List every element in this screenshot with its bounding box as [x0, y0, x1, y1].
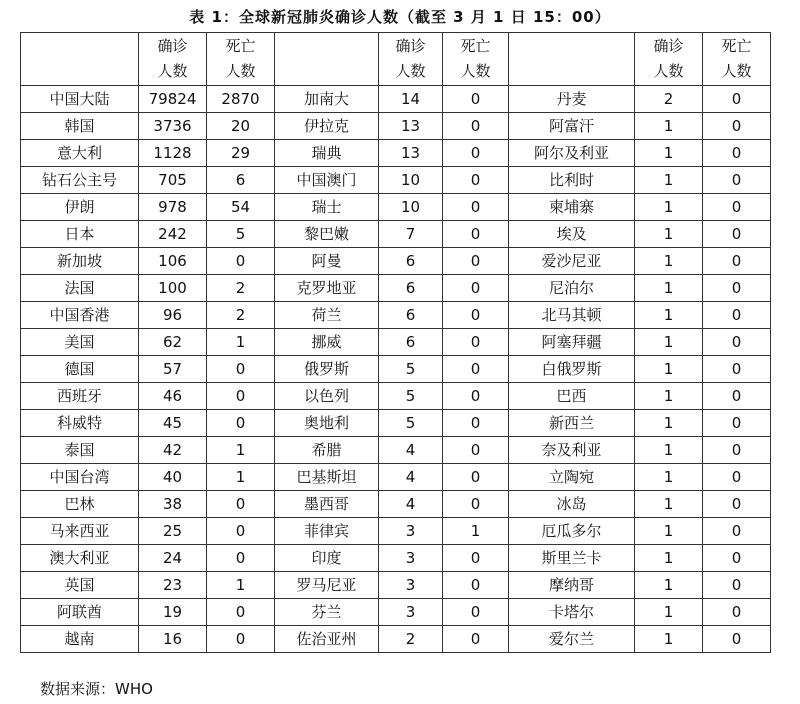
country-cell: 印度 — [275, 545, 379, 572]
country-cell: 越南 — [21, 626, 139, 653]
country-cell: 中国大陆 — [21, 86, 139, 113]
country-cell: 卡塔尔 — [509, 599, 635, 626]
header-confirmed: 确诊 人数 — [139, 33, 207, 86]
country-cell: 挪威 — [275, 329, 379, 356]
table-row — [21, 329, 771, 356]
confirmed-cell: 1128 — [139, 140, 207, 167]
confirmed-cell: 5 — [379, 410, 443, 437]
country-cell: 阿富汗 — [509, 113, 635, 140]
confirmed-cell: 1 — [635, 194, 703, 221]
deaths-cell: 0 — [703, 329, 771, 356]
country-cell: 比利时 — [509, 167, 635, 194]
confirmed-cell: 6 — [379, 275, 443, 302]
deaths-cell: 0 — [703, 626, 771, 653]
country-cell: 斯里兰卡 — [509, 545, 635, 572]
table-row — [21, 86, 771, 113]
table-row — [21, 410, 771, 437]
country-cell: 韩国 — [21, 113, 139, 140]
confirmed-cell: 1 — [635, 437, 703, 464]
country-cell: 泰国 — [21, 437, 139, 464]
deaths-cell: 0 — [443, 572, 509, 599]
deaths-cell: 0 — [207, 599, 275, 626]
country-cell: 科威特 — [21, 410, 139, 437]
confirmed-cell: 1 — [635, 275, 703, 302]
confirmed-cell: 1 — [635, 221, 703, 248]
deaths-cell: 1 — [207, 329, 275, 356]
confirmed-cell: 62 — [139, 329, 207, 356]
deaths-cell: 0 — [443, 410, 509, 437]
confirmed-cell: 2 — [379, 626, 443, 653]
country-cell: 菲律宾 — [275, 518, 379, 545]
country-cell: 瑞士 — [275, 194, 379, 221]
table-row — [21, 464, 771, 491]
table-row — [21, 248, 771, 275]
confirmed-cell: 3 — [379, 545, 443, 572]
deaths-cell: 0 — [703, 437, 771, 464]
confirmed-cell: 25 — [139, 518, 207, 545]
country-cell: 意大利 — [21, 140, 139, 167]
table-row — [21, 356, 771, 383]
country-cell: 巴林 — [21, 491, 139, 518]
country-cell: 巴基斯坦 — [275, 464, 379, 491]
country-cell: 立陶宛 — [509, 464, 635, 491]
table-row — [21, 221, 771, 248]
deaths-cell: 1 — [207, 572, 275, 599]
country-cell: 黎巴嫩 — [275, 221, 379, 248]
deaths-cell: 5 — [207, 221, 275, 248]
table-row — [21, 518, 771, 545]
deaths-cell: 0 — [443, 437, 509, 464]
country-cell: 伊拉克 — [275, 113, 379, 140]
deaths-cell: 0 — [703, 410, 771, 437]
table-body — [21, 33, 771, 653]
table-title: 表 1：全球新冠肺炎确诊人数（截至 3 月 1 日 15：00） — [189, 8, 611, 26]
country-cell: 澳大利亚 — [21, 545, 139, 572]
table-row — [21, 275, 771, 302]
deaths-cell: 0 — [703, 572, 771, 599]
country-cell: 荷兰 — [275, 302, 379, 329]
deaths-cell: 29 — [207, 140, 275, 167]
deaths-cell: 0 — [207, 626, 275, 653]
deaths-cell: 0 — [443, 545, 509, 572]
country-cell: 马来西亚 — [21, 518, 139, 545]
country-cell: 钻石公主号 — [21, 167, 139, 194]
country-cell: 西班牙 — [21, 383, 139, 410]
deaths-cell: 0 — [443, 275, 509, 302]
country-cell: 希腊 — [275, 437, 379, 464]
header-deaths: 死亡 人数 — [207, 33, 275, 86]
deaths-cell: 0 — [703, 545, 771, 572]
country-cell: 法国 — [21, 275, 139, 302]
country-cell: 德国 — [21, 356, 139, 383]
confirmed-cell: 13 — [379, 140, 443, 167]
deaths-cell: 0 — [207, 545, 275, 572]
deaths-cell: 0 — [443, 140, 509, 167]
country-cell: 埃及 — [509, 221, 635, 248]
confirmed-cell: 4 — [379, 491, 443, 518]
deaths-cell: 6 — [207, 167, 275, 194]
country-cell: 阿曼 — [275, 248, 379, 275]
deaths-cell: 0 — [443, 329, 509, 356]
country-cell: 克罗地亚 — [275, 275, 379, 302]
country-cell: 奈及利亚 — [509, 437, 635, 464]
deaths-cell: 0 — [443, 86, 509, 113]
deaths-cell: 0 — [703, 275, 771, 302]
confirmed-cell: 7 — [379, 221, 443, 248]
deaths-cell: 0 — [703, 167, 771, 194]
confirmed-cell: 1 — [635, 113, 703, 140]
deaths-cell: 20 — [207, 113, 275, 140]
deaths-cell: 0 — [443, 626, 509, 653]
confirmed-cell: 1 — [635, 518, 703, 545]
country-cell: 墨西哥 — [275, 491, 379, 518]
country-cell: 以色列 — [275, 383, 379, 410]
country-cell: 巴西 — [509, 383, 635, 410]
country-cell: 俄罗斯 — [275, 356, 379, 383]
confirmed-cell: 5 — [379, 383, 443, 410]
country-cell: 丹麦 — [509, 86, 635, 113]
deaths-cell: 0 — [443, 248, 509, 275]
header-deaths: 死亡 人数 — [703, 33, 771, 86]
deaths-cell: 0 — [703, 302, 771, 329]
deaths-cell: 0 — [207, 248, 275, 275]
confirmed-cell: 1 — [635, 302, 703, 329]
deaths-cell: 0 — [703, 464, 771, 491]
data-source-note: 数据来源：WHO — [40, 680, 153, 698]
deaths-cell: 0 — [703, 86, 771, 113]
deaths-cell: 0 — [443, 599, 509, 626]
deaths-cell: 0 — [207, 518, 275, 545]
country-cell: 摩纳哥 — [509, 572, 635, 599]
deaths-cell: 0 — [703, 356, 771, 383]
country-cell: 阿塞拜疆 — [509, 329, 635, 356]
confirmed-cell: 3 — [379, 599, 443, 626]
table-row — [21, 167, 771, 194]
deaths-cell: 1 — [207, 464, 275, 491]
confirmed-cell: 3 — [379, 572, 443, 599]
table-row — [21, 302, 771, 329]
confirmed-cell: 10 — [379, 167, 443, 194]
country-cell: 奥地利 — [275, 410, 379, 437]
confirmed-cell: 23 — [139, 572, 207, 599]
table-row — [21, 113, 771, 140]
deaths-cell: 0 — [703, 140, 771, 167]
deaths-cell: 0 — [703, 221, 771, 248]
deaths-cell: 0 — [703, 194, 771, 221]
deaths-cell: 0 — [443, 221, 509, 248]
deaths-cell: 54 — [207, 194, 275, 221]
confirmed-cell: 4 — [379, 437, 443, 464]
country-cell: 罗马尼亚 — [275, 572, 379, 599]
confirmed-cell: 242 — [139, 221, 207, 248]
header-blank-cell — [275, 33, 379, 86]
confirmed-cell: 14 — [379, 86, 443, 113]
header-blank-cell — [21, 33, 139, 86]
deaths-cell: 0 — [443, 491, 509, 518]
confirmed-cell: 1 — [635, 572, 703, 599]
confirmed-cell: 1 — [635, 140, 703, 167]
confirmed-cell: 100 — [139, 275, 207, 302]
confirmed-cell: 38 — [139, 491, 207, 518]
confirmed-cell: 1 — [635, 356, 703, 383]
country-cell: 阿尔及利亚 — [509, 140, 635, 167]
deaths-cell: 0 — [703, 113, 771, 140]
deaths-cell: 0 — [443, 302, 509, 329]
confirmed-cell: 45 — [139, 410, 207, 437]
country-cell: 中国台湾 — [21, 464, 139, 491]
confirmed-cell: 79824 — [139, 86, 207, 113]
table-row — [21, 599, 771, 626]
deaths-cell: 0 — [207, 356, 275, 383]
country-cell: 新加坡 — [21, 248, 139, 275]
deaths-cell: 0 — [443, 113, 509, 140]
country-cell: 阿联酋 — [21, 599, 139, 626]
confirmed-cell: 19 — [139, 599, 207, 626]
table-row — [21, 140, 771, 167]
table-row — [21, 491, 771, 518]
confirmed-cell: 3 — [379, 518, 443, 545]
country-cell: 瑞典 — [275, 140, 379, 167]
confirmed-cell: 705 — [139, 167, 207, 194]
country-cell: 佐治亚州 — [275, 626, 379, 653]
country-cell: 伊朗 — [21, 194, 139, 221]
deaths-cell: 2 — [207, 275, 275, 302]
cases-table — [20, 32, 771, 653]
confirmed-cell: 978 — [139, 194, 207, 221]
country-cell: 中国澳门 — [275, 167, 379, 194]
table-row — [21, 194, 771, 221]
deaths-cell: 0 — [703, 599, 771, 626]
country-cell: 加南大 — [275, 86, 379, 113]
deaths-cell: 1 — [443, 518, 509, 545]
country-cell: 北马其顿 — [509, 302, 635, 329]
confirmed-cell: 16 — [139, 626, 207, 653]
country-cell: 爱沙尼亚 — [509, 248, 635, 275]
deaths-cell: 1 — [207, 437, 275, 464]
deaths-cell: 0 — [443, 464, 509, 491]
confirmed-cell: 1 — [635, 329, 703, 356]
confirmed-cell: 6 — [379, 248, 443, 275]
deaths-cell: 0 — [207, 383, 275, 410]
header-deaths: 死亡 人数 — [443, 33, 509, 86]
confirmed-cell: 46 — [139, 383, 207, 410]
deaths-cell: 0 — [443, 167, 509, 194]
confirmed-cell: 24 — [139, 545, 207, 572]
confirmed-cell: 6 — [379, 302, 443, 329]
table-row — [21, 545, 771, 572]
table-row — [21, 626, 771, 653]
confirmed-cell: 2 — [635, 86, 703, 113]
confirmed-cell: 13 — [379, 113, 443, 140]
confirmed-cell: 106 — [139, 248, 207, 275]
confirmed-cell: 1 — [635, 626, 703, 653]
confirmed-cell: 6 — [379, 329, 443, 356]
header-confirmed: 确诊 人数 — [379, 33, 443, 86]
confirmed-cell: 1 — [635, 491, 703, 518]
country-cell: 中国香港 — [21, 302, 139, 329]
confirmed-cell: 4 — [379, 464, 443, 491]
country-cell: 厄瓜多尔 — [509, 518, 635, 545]
header-blank-cell — [509, 33, 635, 86]
table-row — [21, 437, 771, 464]
confirmed-cell: 1 — [635, 464, 703, 491]
header-row — [21, 33, 771, 86]
deaths-cell: 0 — [207, 491, 275, 518]
confirmed-cell: 57 — [139, 356, 207, 383]
deaths-cell: 2 — [207, 302, 275, 329]
deaths-cell: 0 — [703, 518, 771, 545]
country-cell: 尼泊尔 — [509, 275, 635, 302]
confirmed-cell: 1 — [635, 599, 703, 626]
confirmed-cell: 3736 — [139, 113, 207, 140]
deaths-cell: 0 — [703, 383, 771, 410]
deaths-cell: 0 — [703, 491, 771, 518]
confirmed-cell: 1 — [635, 545, 703, 572]
deaths-cell: 0 — [443, 194, 509, 221]
table-row — [21, 383, 771, 410]
confirmed-cell: 5 — [379, 356, 443, 383]
deaths-cell: 0 — [207, 410, 275, 437]
country-cell: 冰岛 — [509, 491, 635, 518]
deaths-cell: 0 — [703, 248, 771, 275]
confirmed-cell: 42 — [139, 437, 207, 464]
country-cell: 芬兰 — [275, 599, 379, 626]
confirmed-cell: 1 — [635, 410, 703, 437]
confirmed-cell: 1 — [635, 248, 703, 275]
deaths-cell: 0 — [443, 383, 509, 410]
country-cell: 爱尔兰 — [509, 626, 635, 653]
confirmed-cell: 1 — [635, 383, 703, 410]
deaths-cell: 2870 — [207, 86, 275, 113]
confirmed-cell: 40 — [139, 464, 207, 491]
country-cell: 日本 — [21, 221, 139, 248]
confirmed-cell: 1 — [635, 167, 703, 194]
country-cell: 新西兰 — [509, 410, 635, 437]
country-cell: 柬埔寨 — [509, 194, 635, 221]
country-cell: 白俄罗斯 — [509, 356, 635, 383]
header-confirmed: 确诊 人数 — [635, 33, 703, 86]
country-cell: 美国 — [21, 329, 139, 356]
country-cell: 英国 — [21, 572, 139, 599]
confirmed-cell: 96 — [139, 302, 207, 329]
confirmed-cell: 10 — [379, 194, 443, 221]
table-row — [21, 572, 771, 599]
deaths-cell: 0 — [443, 356, 509, 383]
